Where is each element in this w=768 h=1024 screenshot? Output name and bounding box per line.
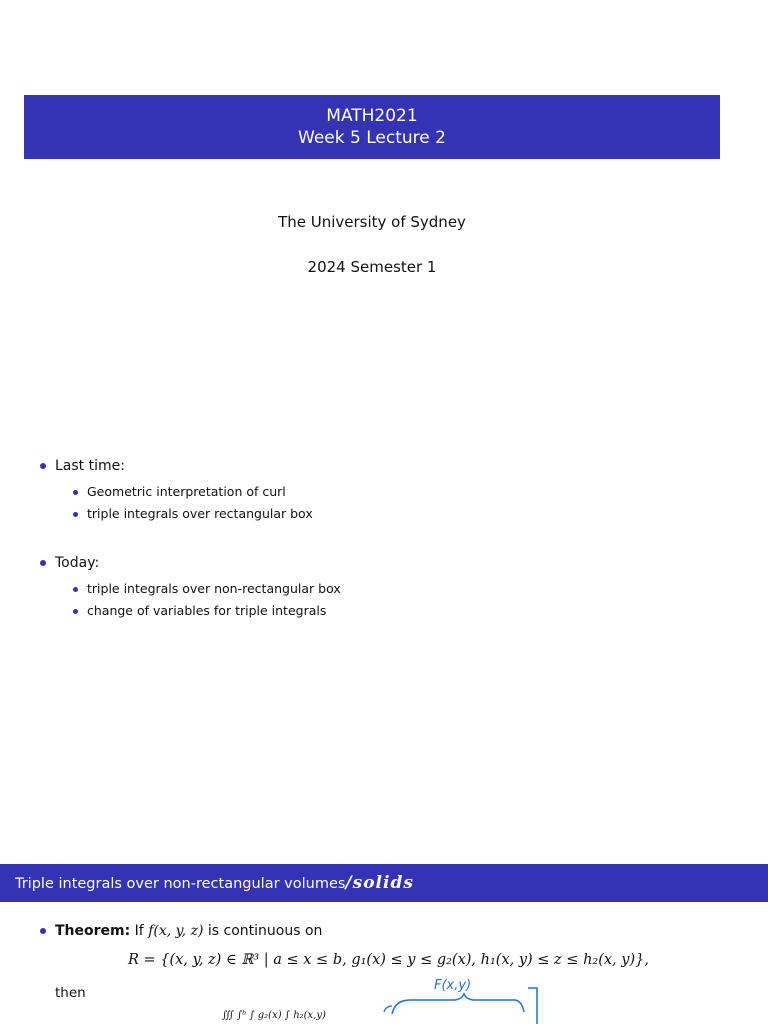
- last-time-item-1: Geometric interpretation of curl: [87, 484, 286, 499]
- integral-fragment: ∭ ∫ᵇ ∫ g₂(x) ∫ h₂(x,y): [222, 1010, 326, 1021]
- last-time-item-2: triple integrals over rectangular box: [87, 506, 313, 521]
- today-item-2: change of variables for triple integrals: [87, 603, 327, 618]
- handwritten-F-annotation: F(x,y): [434, 978, 472, 993]
- region-definition: R = {(x, y, z) ∈ ℝ³ | a ≤ x ≤ b, g₁(x) ≤ y ≤ g₂(x), h₁(x, y) ≤ z ≤ h₂(x, y)},: [128, 952, 649, 968]
- handwritten-annotation: /solids: [345, 873, 414, 893]
- theorem-label: Theorem:: [55, 923, 131, 939]
- today-item-1: triple integrals over non-rectangular box: [87, 581, 341, 596]
- today-label: Today:: [55, 555, 100, 571]
- theorem-function: f(x, y, z): [148, 923, 204, 939]
- semester: 2024 Semester 1: [307, 258, 437, 276]
- course-code: MATH2021: [326, 106, 418, 126]
- lecture-title: Week 5 Lecture 2: [298, 128, 446, 148]
- then-label: then: [55, 985, 86, 1001]
- institution: The University of Sydney: [278, 213, 466, 231]
- last-time-label: Last time:: [55, 458, 125, 474]
- theorem-prefix: If: [134, 923, 144, 939]
- theorem-suffix: is continuous on: [207, 923, 323, 939]
- section-heading: Triple integrals over non-rectangular volumes: [15, 876, 346, 892]
